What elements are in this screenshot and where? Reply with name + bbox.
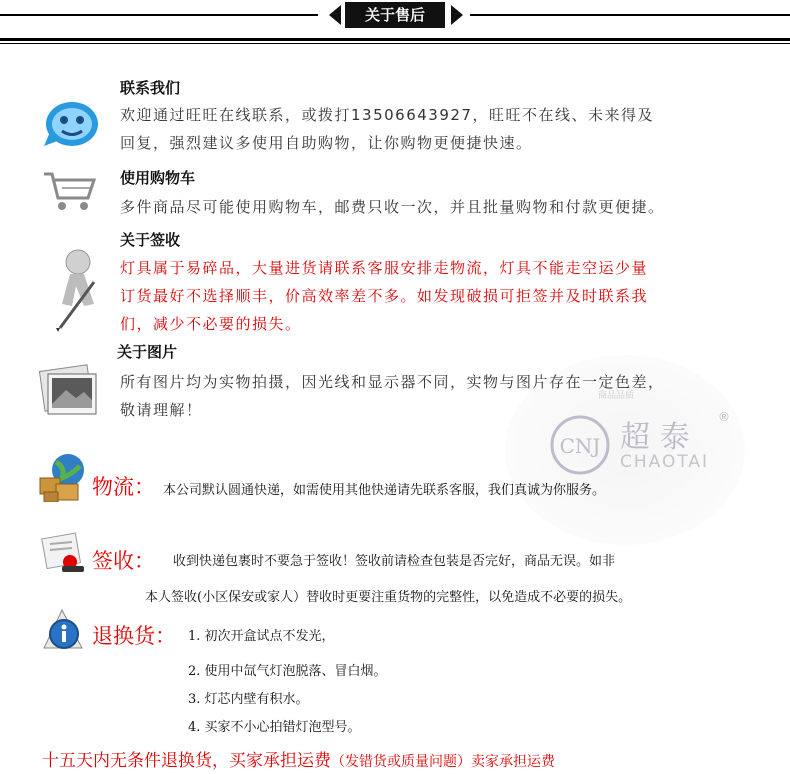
watermark-registered: ® bbox=[718, 410, 730, 424]
divider-thick bbox=[0, 38, 790, 41]
contact-line-1: 欢迎通过旺旺在线联系，或拨打13506643927，旺旺不在线、未来得及 bbox=[120, 106, 654, 124]
watermark-logo-icon bbox=[545, 410, 615, 480]
shopping-cart-icon bbox=[42, 168, 98, 214]
cart-line-1: 多件商品尽可能使用购物车，邮费只收一次，并且批量购物和付款更便捷。 bbox=[120, 198, 665, 216]
returns-item-4: 4. 买家不小心拍错灯泡型号。 bbox=[188, 720, 361, 735]
logistics-text: 本公司默认圆通快递，如需使用其他快递请先联系客服，我们真诚为你服务。 bbox=[163, 483, 606, 498]
pictures-line-2: 敬请理解！ bbox=[120, 401, 203, 419]
photos-icon bbox=[36, 364, 102, 422]
signoff-label: 签收： bbox=[92, 549, 155, 573]
sign-line-3: 们，减少不必要的损失。 bbox=[120, 315, 302, 333]
returns-item-1: 1. 初次开盒试点不发光， bbox=[188, 629, 335, 644]
divider-thin bbox=[0, 43, 790, 44]
header-arrow-right-icon bbox=[451, 5, 463, 25]
watermark-brand-name: 超 泰 bbox=[620, 420, 690, 455]
logistics-label: 物流： bbox=[92, 475, 155, 499]
cart-title: 使用购物车 bbox=[120, 169, 196, 187]
header-line-right bbox=[470, 14, 790, 16]
sign-line-2: 订货最好不选择顺丰，价高效率差不多。如发现破损可拒签并及时联系我 bbox=[120, 287, 649, 305]
contact-line-2: 回复，强烈建议多使用自助购物，让你购物更便捷快速。 bbox=[120, 134, 533, 152]
pictures-line-1: 所有图片均为实物拍摄，因光线和显示器不同，实物与图片存在一定色差， bbox=[120, 373, 665, 391]
signoff-line-1: 收到快递包裹时不要急于签收！签收前请检查包装是否完好，商品无误。如非 bbox=[173, 554, 616, 569]
returns-item-3: 3. 灯芯内壁有积水。 bbox=[188, 692, 309, 707]
sign-line-1: 灯具属于易碎品，大量进货请联系客服安排走物流，灯具不能走空运少量 bbox=[120, 259, 649, 277]
header-arrow-left-icon bbox=[329, 5, 341, 25]
pictures-title: 关于图片 bbox=[117, 343, 178, 361]
footer-sub: （发错货或质量问题）卖家承担运费 bbox=[331, 754, 555, 770]
document-stamp-icon bbox=[40, 530, 90, 574]
header-title: 关于售后 bbox=[345, 2, 445, 28]
globe-boxes-icon bbox=[36, 452, 92, 502]
chat-bubble-icon bbox=[40, 96, 102, 152]
returns-label: 退换货： bbox=[92, 624, 176, 648]
svg-text:CNJ: CNJ bbox=[559, 434, 601, 458]
sign-title: 关于签收 bbox=[120, 231, 181, 249]
returns-item-2: 2. 使用中氙气灯泡脱落、冒白烟。 bbox=[188, 664, 387, 679]
header-line-left bbox=[0, 14, 318, 16]
watermark-brand-latin: CHAOTAI bbox=[620, 452, 710, 472]
info-icon bbox=[40, 606, 86, 652]
footer-policy bbox=[42, 746, 555, 771]
contact-title: 联系我们 bbox=[120, 79, 181, 97]
figure-pencil-icon bbox=[38, 242, 108, 334]
signoff-line-2: 本人签收(小区保安或家人）替收时更要注重货物的完整性，以免造成不必要的损失。 bbox=[145, 590, 632, 605]
footer-main: 十五天内无条件退换货，买家承担运费 bbox=[42, 751, 331, 771]
watermark-top-text: 商品品质 bbox=[598, 391, 635, 401]
